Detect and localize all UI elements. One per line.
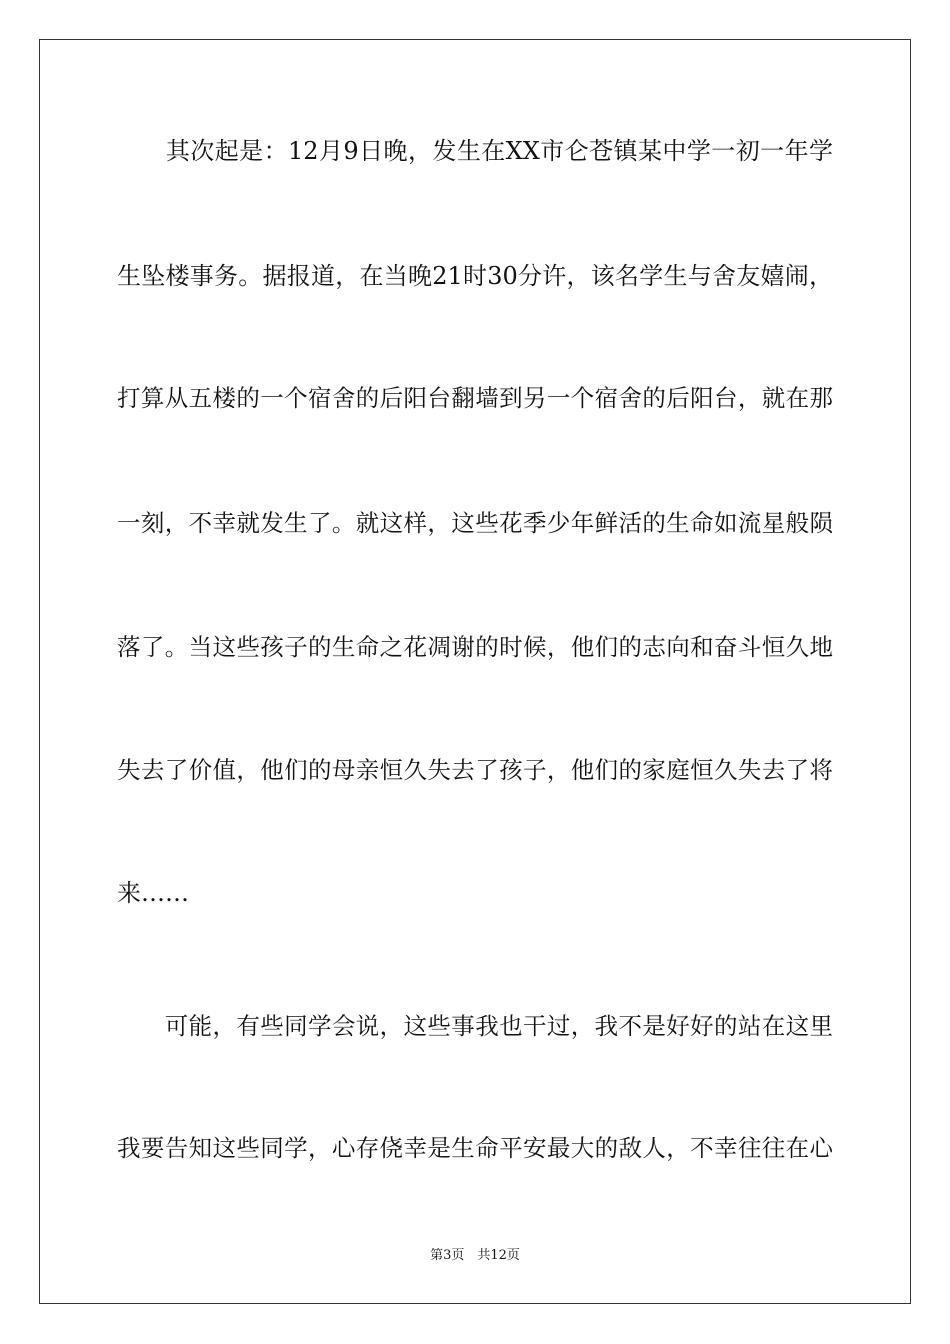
text-line: 一刻，不幸就发生了。就这样，这些花季少年鲜活的生命如流星般陨 — [117, 509, 833, 537]
text-line: 我要告知这些同学，心存侥幸是生命平安最大的敌人，不幸往往在心 — [117, 1134, 833, 1162]
text-line: 打算从五楼的一个宿舍的后阳台翻墙到另一个宿舍的后阳台，就在那 — [117, 384, 833, 412]
text-line: 落了。当这些孩子的生命之花凋谢的时候，他们的志向和奋斗恒久地 — [117, 633, 833, 661]
text-line: 可能，有些同学会说，这些事我也干过，我不是好好的站在这里 — [117, 1012, 833, 1040]
page-footer — [0, 1248, 950, 1264]
page-number-label: 第3页 共12页 — [430, 1248, 520, 1263]
page-border — [39, 39, 911, 1304]
text-line: 失去了价值，他们的母亲恒久失去了孩子，他们的家庭恒久失去了将 — [117, 756, 833, 784]
text-line: 来…… — [117, 879, 189, 907]
text-line: 生坠楼事务。据报道，在当晚21时30分许，该名学生与舍友嬉闹， — [117, 262, 833, 290]
text-line: 其次起是：12月9日晚，发生在XX市仑苍镇某中学一初一年学 — [117, 137, 833, 165]
